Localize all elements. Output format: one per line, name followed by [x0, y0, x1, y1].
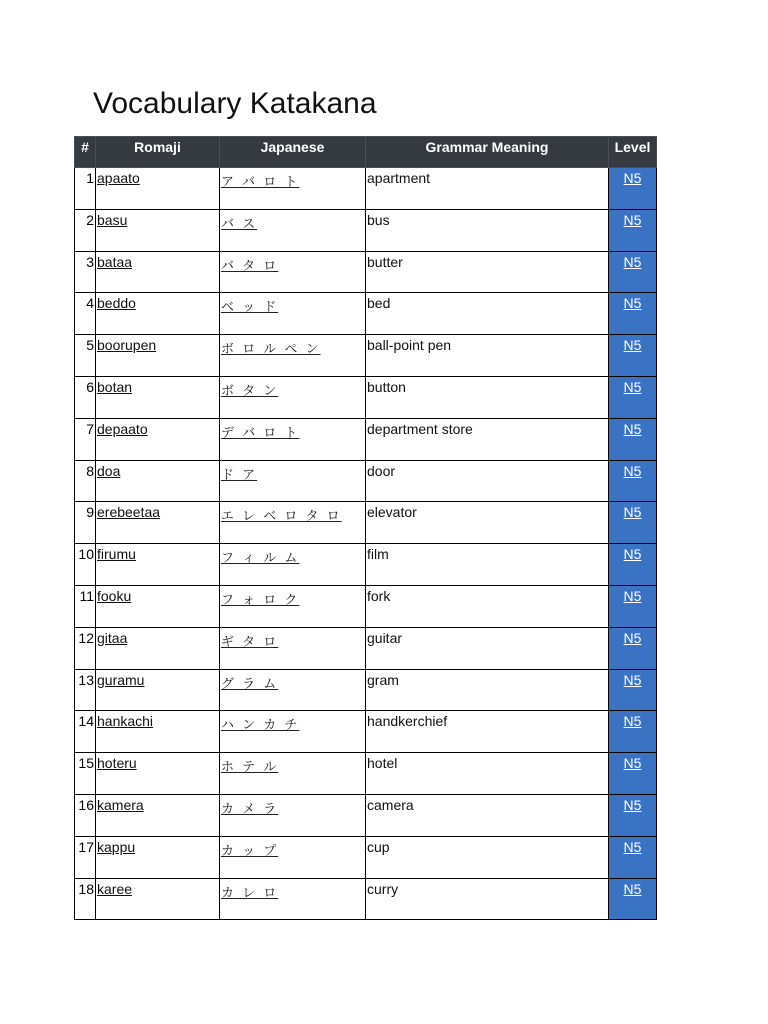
romaji-link[interactable]: botan — [97, 378, 133, 395]
level-link[interactable]: N5 — [623, 587, 642, 604]
romaji-link[interactable]: kamera — [97, 796, 144, 813]
romaji-cell — [96, 836, 220, 878]
romaji-link[interactable]: fooku — [97, 587, 132, 604]
japanese-cell — [220, 251, 366, 293]
romaji-cell — [96, 711, 220, 753]
row-number: 10 — [75, 544, 96, 586]
japanese-cell — [220, 502, 366, 544]
japanese-link[interactable]: フ ィ ル ム — [221, 551, 300, 567]
japanese-cell — [220, 209, 366, 251]
romaji-link[interactable]: bataa — [97, 253, 133, 270]
header-romaji: Romaji — [96, 137, 220, 168]
table-header-row — [75, 137, 657, 168]
level-cell — [609, 544, 657, 586]
romaji-cell — [96, 293, 220, 335]
table-row — [75, 502, 657, 544]
level-cell — [609, 794, 657, 836]
romaji-cell — [96, 418, 220, 460]
level-cell — [609, 376, 657, 418]
meaning-cell: cup — [366, 836, 609, 878]
japanese-cell — [220, 460, 366, 502]
japanese-cell — [220, 585, 366, 627]
meaning-cell: handkerchief — [366, 711, 609, 753]
level-cell — [609, 878, 657, 920]
japanese-cell — [220, 878, 366, 920]
japanese-link[interactable]: カ ッ プ — [221, 843, 279, 859]
romaji-link[interactable]: doa — [97, 462, 121, 479]
header-number: # — [75, 137, 96, 168]
level-link[interactable]: N5 — [623, 838, 642, 855]
level-link[interactable]: N5 — [623, 420, 642, 437]
japanese-link[interactable]: バ ス — [221, 216, 258, 232]
level-link[interactable]: N5 — [623, 880, 642, 897]
level-link[interactable]: N5 — [623, 295, 642, 312]
meaning-cell: film — [366, 544, 609, 586]
table-row — [75, 669, 657, 711]
level-cell — [609, 293, 657, 335]
romaji-cell — [96, 627, 220, 669]
table-row — [75, 711, 657, 753]
header-level: Level — [609, 137, 657, 168]
japanese-cell — [220, 836, 366, 878]
row-number: 18 — [75, 878, 96, 920]
table-row — [75, 168, 657, 210]
level-link[interactable]: N5 — [623, 504, 642, 521]
level-link[interactable]: N5 — [623, 211, 642, 228]
row-number: 4 — [75, 293, 96, 335]
table-row — [75, 878, 657, 920]
meaning-cell: button — [366, 376, 609, 418]
level-link[interactable]: N5 — [623, 755, 642, 772]
japanese-link[interactable]: バ タ ロ — [221, 258, 279, 274]
japanese-link[interactable]: ベ ッ ド — [221, 300, 279, 316]
meaning-cell: apartment — [366, 168, 609, 210]
romaji-cell — [96, 669, 220, 711]
level-link[interactable]: N5 — [623, 253, 642, 270]
japanese-link[interactable]: ア バ ロ ト — [221, 175, 300, 190]
romaji-cell — [96, 794, 220, 836]
japanese-cell — [220, 753, 366, 795]
japanese-link[interactable]: ボ ロ ル ペ ン — [221, 342, 321, 358]
japanese-cell — [220, 293, 366, 335]
table-row — [75, 460, 657, 502]
table-row — [75, 753, 657, 795]
meaning-cell: hotel — [366, 753, 609, 795]
romaji-cell — [96, 753, 220, 795]
row-number: 13 — [75, 669, 96, 711]
table-row — [75, 836, 657, 878]
meaning-cell: butter — [366, 251, 609, 293]
romaji-link[interactable]: basu — [97, 211, 128, 228]
romaji-link[interactable]: hoteru — [97, 755, 137, 772]
romaji-link[interactable]: erebeetaa — [97, 504, 161, 521]
romaji-link[interactable]: kappu — [97, 838, 136, 855]
level-link[interactable]: N5 — [623, 713, 642, 730]
romaji-link[interactable]: firumu — [97, 546, 136, 563]
romaji-link[interactable]: karee — [97, 880, 133, 897]
row-number: 9 — [75, 502, 96, 544]
japanese-link[interactable]: グ ラ ム — [221, 676, 279, 692]
level-link[interactable]: N5 — [623, 671, 642, 688]
romaji-cell — [96, 585, 220, 627]
japanese-link[interactable]: デ バ ロ ト — [221, 425, 300, 441]
romaji-cell — [96, 376, 220, 418]
level-cell — [609, 168, 657, 210]
romaji-link[interactable]: guramu — [97, 671, 145, 688]
romaji-cell — [96, 335, 220, 377]
japanese-link[interactable]: ボ タ ン — [221, 383, 279, 399]
romaji-link[interactable]: gitaa — [97, 629, 128, 646]
table-row — [75, 627, 657, 669]
header-grammar-meaning: Grammar Meaning — [366, 137, 609, 168]
level-link[interactable]: N5 — [623, 378, 642, 395]
japanese-cell — [220, 544, 366, 586]
row-number: 11 — [75, 585, 96, 627]
level-link[interactable]: N5 — [623, 337, 642, 354]
meaning-cell: curry — [366, 878, 609, 920]
level-cell — [609, 335, 657, 377]
level-link[interactable]: N5 — [623, 462, 642, 479]
romaji-cell — [96, 544, 220, 586]
japanese-cell — [220, 376, 366, 418]
japanese-cell — [220, 794, 366, 836]
page-title: Vocabulary Katakana — [93, 87, 377, 120]
romaji-link[interactable]: beddo — [97, 295, 136, 312]
romaji-link[interactable]: boorupen — [97, 337, 157, 354]
meaning-cell: bed — [366, 293, 609, 335]
meaning-cell: elevator — [366, 502, 609, 544]
meaning-cell: department store — [366, 418, 609, 460]
level-cell — [609, 418, 657, 460]
row-number: 1 — [75, 168, 96, 210]
row-number: 8 — [75, 460, 96, 502]
table-row — [75, 544, 657, 586]
japanese-cell — [220, 711, 366, 753]
romaji-cell — [96, 502, 220, 544]
romaji-cell — [96, 251, 220, 293]
japanese-link[interactable]: カ メ ラ — [221, 801, 279, 817]
japanese-cell — [220, 627, 366, 669]
level-cell — [609, 502, 657, 544]
japanese-cell — [220, 168, 366, 210]
level-cell — [609, 627, 657, 669]
level-cell — [609, 585, 657, 627]
level-cell — [609, 836, 657, 878]
table-row — [75, 376, 657, 418]
romaji-cell — [96, 460, 220, 502]
japanese-cell — [220, 669, 366, 711]
level-link[interactable]: N5 — [623, 629, 642, 646]
table-row — [75, 209, 657, 251]
japanese-link[interactable]: フ ォ ロ ク — [221, 592, 300, 608]
meaning-cell: ball-point pen — [366, 335, 609, 377]
row-number: 14 — [75, 711, 96, 753]
row-number: 15 — [75, 753, 96, 795]
row-number: 6 — [75, 376, 96, 418]
japanese-link[interactable]: カ レ ロ — [221, 885, 279, 901]
vocabulary-table — [74, 136, 657, 920]
meaning-cell: fork — [366, 585, 609, 627]
row-number: 5 — [75, 335, 96, 377]
japanese-cell — [220, 335, 366, 377]
table-row — [75, 251, 657, 293]
meaning-cell: guitar — [366, 627, 609, 669]
japanese-link[interactable]: ホ テ ル — [221, 760, 279, 776]
table-row — [75, 418, 657, 460]
romaji-link[interactable]: depaato — [97, 420, 148, 437]
row-number: 16 — [75, 794, 96, 836]
level-cell — [609, 251, 657, 293]
row-number: 12 — [75, 627, 96, 669]
meaning-cell: gram — [366, 669, 609, 711]
row-number: 7 — [75, 418, 96, 460]
japanese-cell — [220, 418, 366, 460]
row-number: 2 — [75, 209, 96, 251]
level-link[interactable]: N5 — [623, 546, 642, 563]
romaji-cell — [96, 878, 220, 920]
meaning-cell: bus — [366, 209, 609, 251]
japanese-link[interactable]: ド ア — [221, 467, 258, 483]
table-row — [75, 585, 657, 627]
level-cell — [609, 209, 657, 251]
romaji-link[interactable]: apaato — [97, 170, 140, 186]
header-japanese: Japanese — [220, 137, 366, 168]
japanese-link[interactable]: ギ タ ロ — [221, 634, 279, 650]
romaji-cell — [96, 209, 220, 251]
row-number: 17 — [75, 836, 96, 878]
meaning-cell: door — [366, 460, 609, 502]
level-link[interactable]: N5 — [623, 170, 642, 186]
level-link[interactable]: N5 — [623, 796, 642, 813]
japanese-link[interactable]: ハ ン カ チ — [221, 718, 300, 734]
meaning-cell: camera — [366, 794, 609, 836]
row-number: 3 — [75, 251, 96, 293]
level-cell — [609, 753, 657, 795]
level-cell — [609, 711, 657, 753]
level-cell — [609, 460, 657, 502]
level-cell — [609, 669, 657, 711]
table-row — [75, 335, 657, 377]
romaji-cell — [96, 168, 220, 210]
japanese-link[interactable]: エ レ ベ ロ タ ロ — [221, 509, 342, 525]
romaji-link[interactable]: hankachi — [97, 713, 154, 730]
table-row — [75, 794, 657, 836]
table-row — [75, 293, 657, 335]
